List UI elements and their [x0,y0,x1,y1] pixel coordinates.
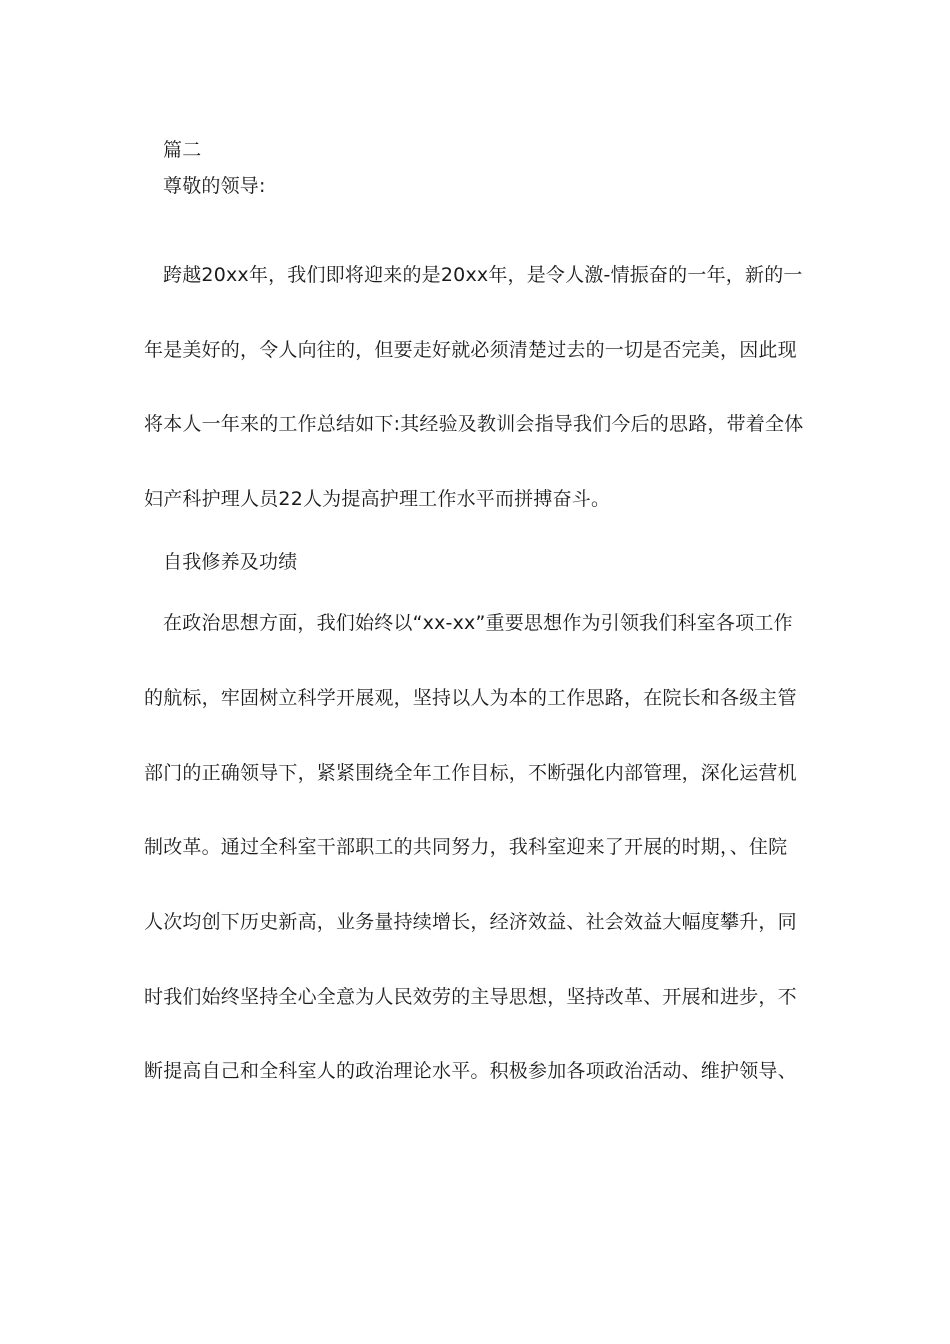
paragraph-line: 跨越20xx年，我们即将迎来的是20xx年，是令人激-情振奋的一年，新的一 [163,264,803,286]
paragraph-line: 的航标，牢固树立科学开展观，坚持以人为本的工作思路，在院长和各级主管 [144,687,797,709]
paragraph-line: 妇产科护理人员22人为提高护理工作水平而拼搏奋斗。 [144,488,611,510]
paragraph-line: 断提高自己和全科室人的政治理论水平。积极参加各项政治活动、维护领导、 [144,1060,797,1082]
paragraph-line: 年是美好的，令人向往的，但要走好就必须清楚过去的一切是否完美，因此现 [144,339,797,361]
paragraph-line: 制改革。通过全科室干部职工的共同努力，我科室迎来了开展的时期，、住院 [144,836,788,858]
paragraph-line: 在政治思想方面，我们始终以“xx-xx”重要思想作为引领我们科室各项工作 [163,612,793,634]
paragraph-line: 时我们始终坚持全心全意为人民效劳的主导思想，坚持改革、开展和进步，不 [144,986,797,1008]
paragraph-line: 将本人一年来的工作总结如下:其经验及教训会指导我们今后的思路，带着全体 [144,413,804,435]
subheading: 自我修养及功绩 [163,551,298,573]
paragraph-line: 人次均创下历史新高，业务量持续增长，经济效益、社会效益大幅度攀升，同 [144,911,797,933]
paragraph-line: 部门的正确领导下，紧紧围绕全年工作目标，不断强化内部管理，深化运营机 [144,762,797,784]
section-title: 篇二 [163,139,202,161]
salutation: 尊敬的领导: [163,175,266,197]
